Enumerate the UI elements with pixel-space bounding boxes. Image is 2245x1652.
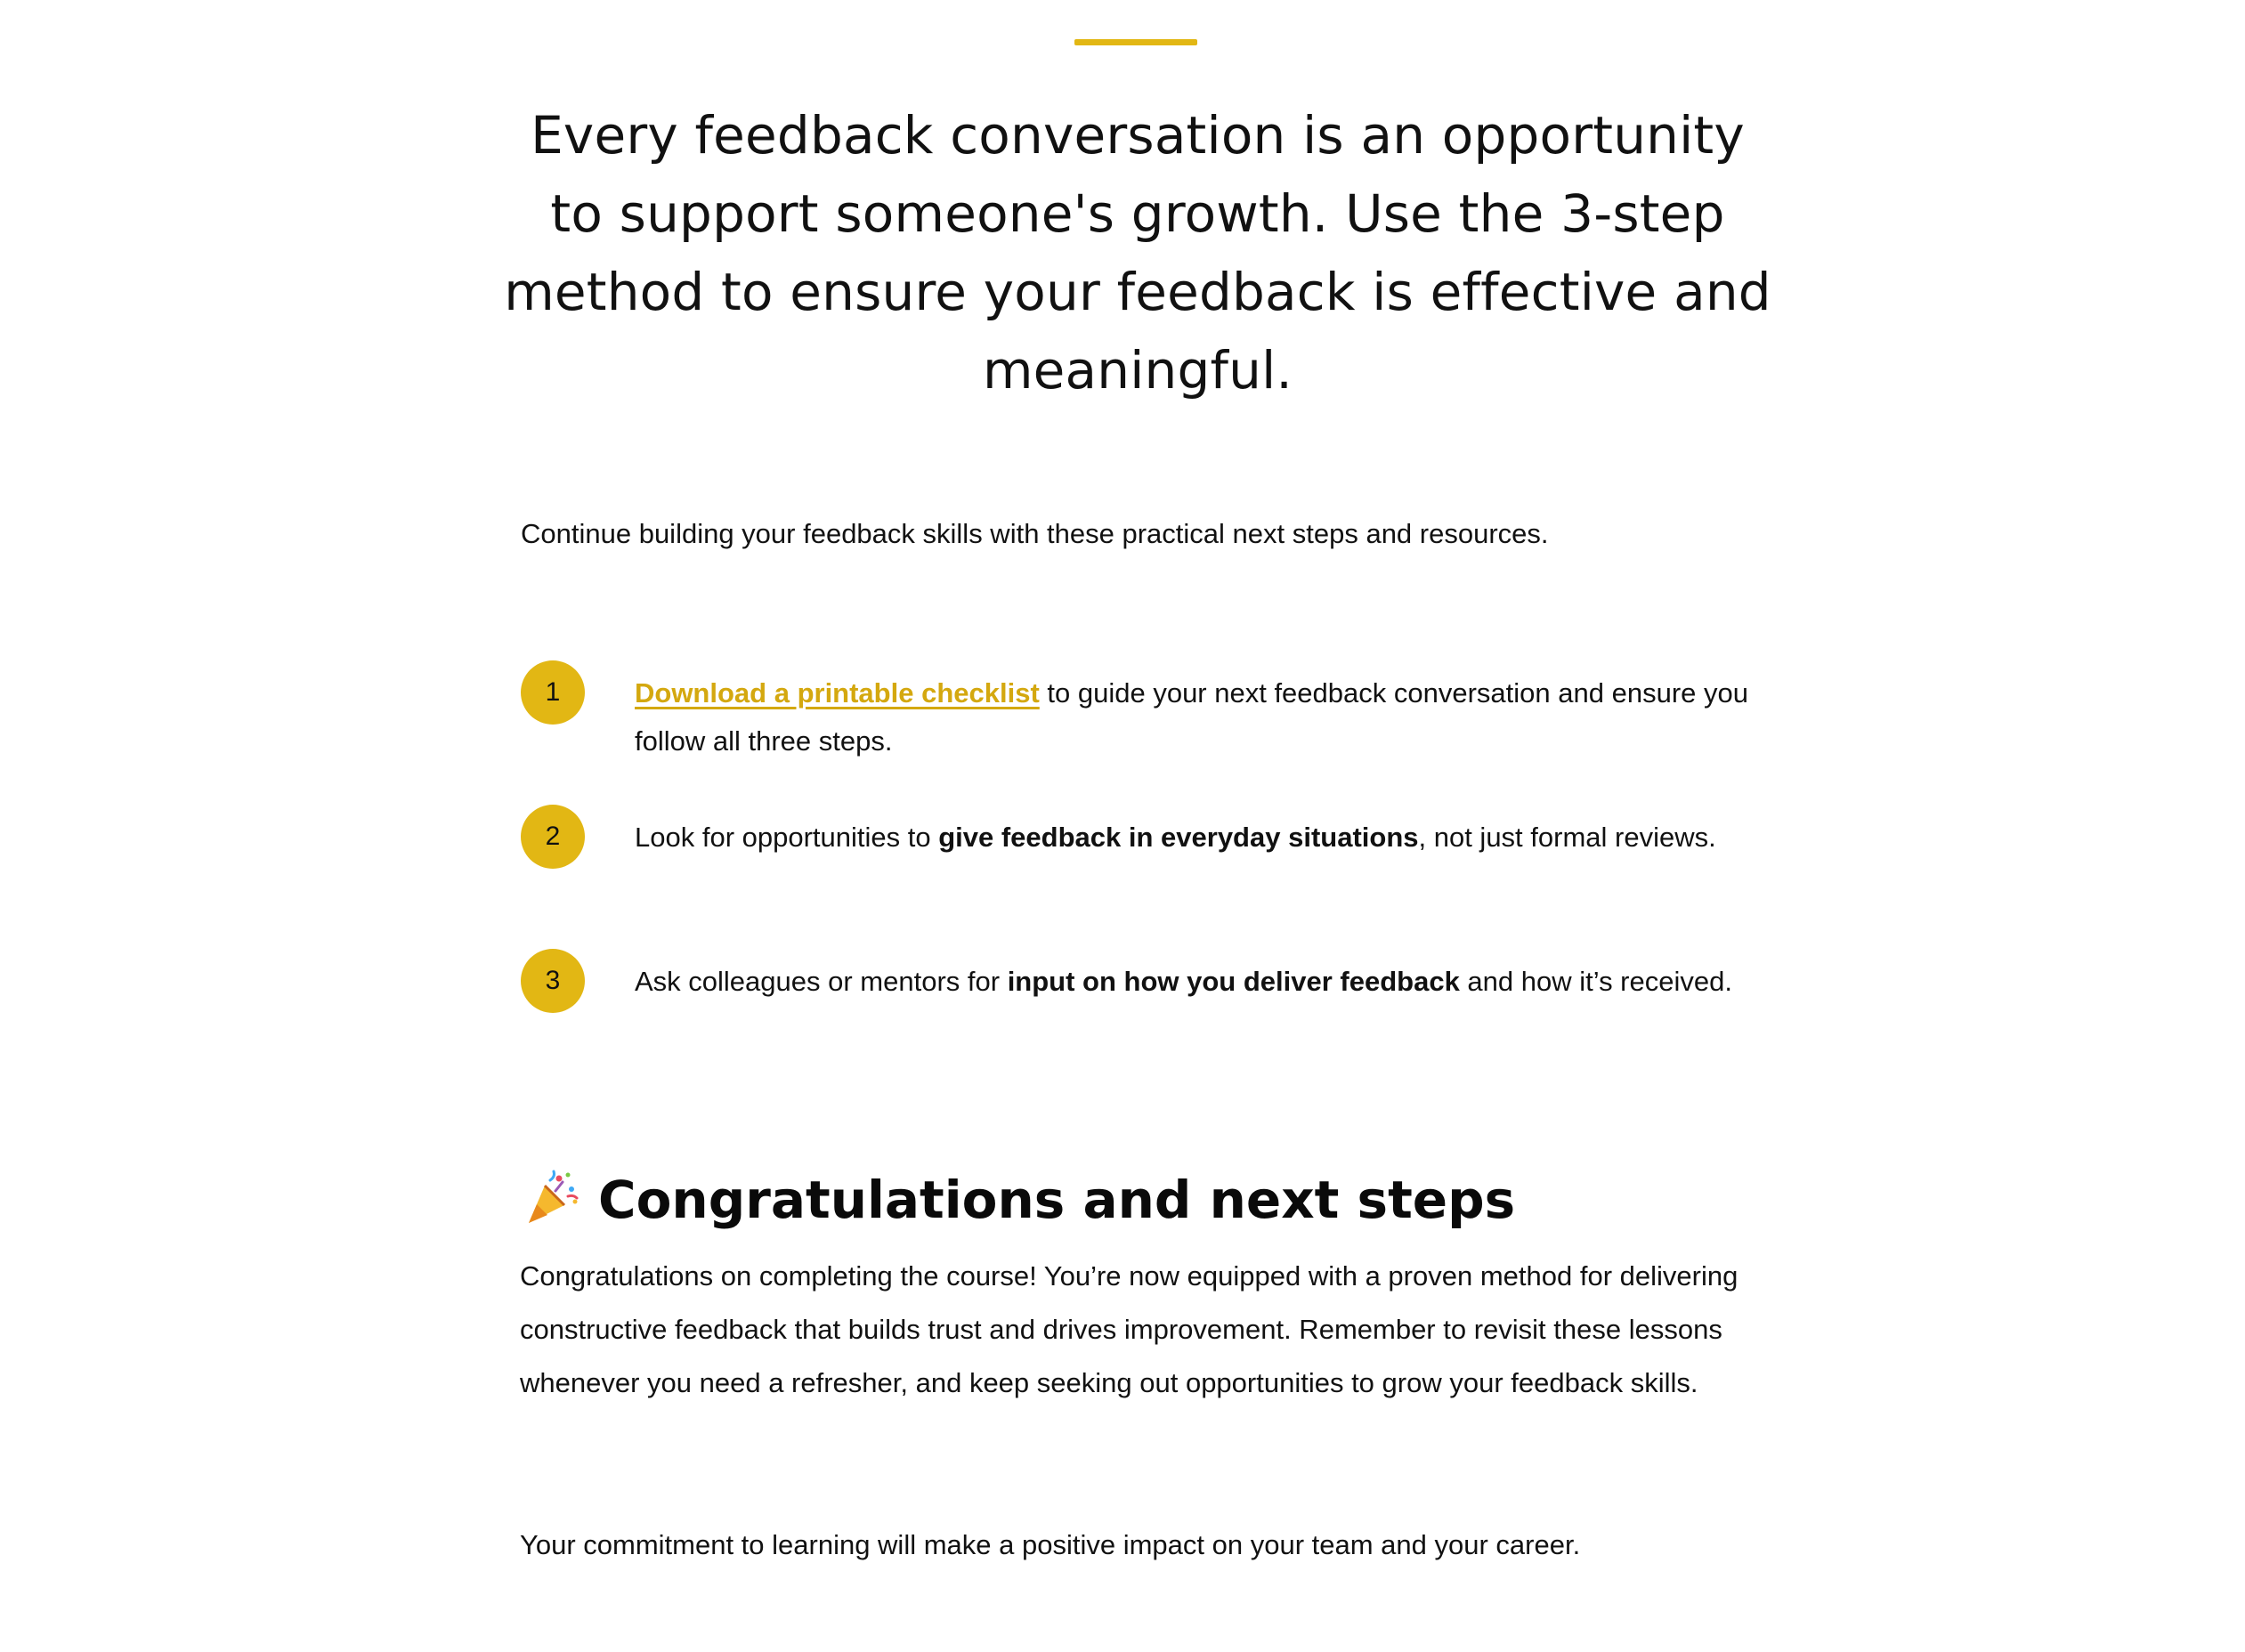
list-item — [521, 803, 1803, 947]
step-emphasis: give feedback in everyday situations — [938, 822, 1419, 853]
step-text-before: Ask colleagues or mentors for — [635, 966, 1008, 997]
congratulations-paragraph: Congratulations on completing the course! You’re now equipped with a proven method for delivering constructive feedback that builds trust and drives improvement. Remember to revisit these lessons whenever you need a refresher, and keep seeking out opportunities to grow your feedback skills. — [520, 1260, 1738, 1398]
pull-quote: Every feedback conversation is an opportunity to support someone's growth. Use the 3-step method to ensure your feedback is effective and meaningful. — [504, 105, 1771, 401]
download-checklist-link[interactable]: Download a printable checklist — [635, 677, 1040, 709]
section-heading — [523, 1164, 1515, 1235]
step-text-after: to guide your next feedback conversation and ensure you follow all three steps. — [635, 677, 1748, 757]
list-item — [521, 659, 1803, 803]
next-steps-list — [521, 659, 1803, 1091]
step-number-badge: 2 — [521, 805, 585, 869]
step-text-after: , not just formal reviews. — [1418, 822, 1716, 853]
step-emphasis: input on how you deliver feedback — [1007, 966, 1460, 997]
party-popper-icon — [523, 1170, 580, 1227]
closing-paragraph: Your commitment to learning will make a positive impact on your team and your career. — [520, 1529, 1581, 1560]
section-heading-text: Congratulations and next steps — [598, 1170, 1516, 1230]
step-text — [635, 814, 1765, 862]
next-steps-intro: Continue building your feedback skills with these practical next steps and resources. — [521, 518, 1549, 549]
step-text-after: and how it’s received. — [1459, 966, 1732, 997]
step-text — [635, 958, 1765, 1006]
step-number-badge: 1 — [521, 660, 585, 725]
accent-divider — [1074, 39, 1197, 45]
step-text-before: Look for opportunities to — [635, 822, 939, 853]
step-text — [635, 669, 1765, 765]
list-item — [521, 947, 1803, 1091]
step-number-badge: 3 — [521, 949, 585, 1013]
